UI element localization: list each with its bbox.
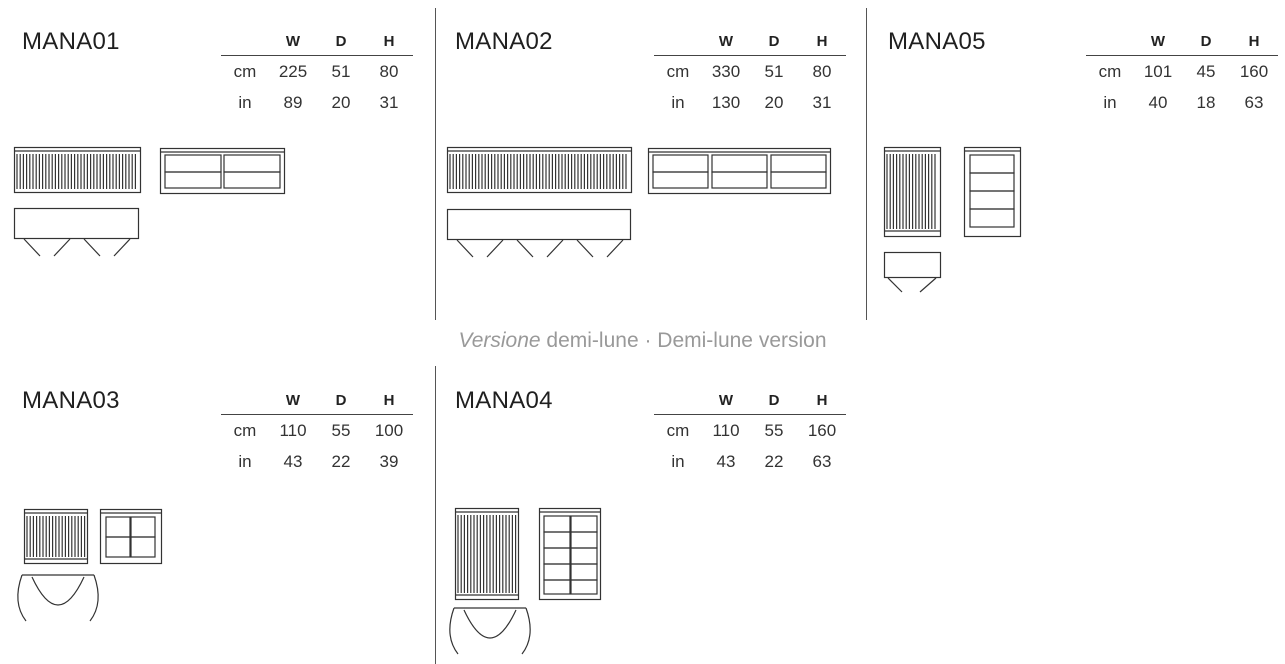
demi-lune-caption: Versione demi-lune · Demi-lune version <box>458 329 827 352</box>
dimensions-table: W D H cm 110 55 100 in 43 22 39 <box>221 386 413 477</box>
product-title: MANA01 <box>22 28 120 55</box>
mana02-front-drawing <box>447 147 633 195</box>
mana04-front-drawing <box>455 508 521 602</box>
mana04-top-drawing <box>450 606 530 658</box>
product-title: MANA03 <box>22 387 120 414</box>
mana05-front-drawing <box>884 147 942 239</box>
mana05-open-drawing <box>964 147 1022 239</box>
dimensions-table: W D H cm 225 51 80 in 89 20 31 <box>221 27 413 118</box>
mana01-open-drawing <box>160 148 288 196</box>
column-divider <box>435 366 436 664</box>
mana01-side-drawing <box>14 208 142 260</box>
mana03-open-drawing <box>100 509 164 567</box>
dimensions-table: W D H cm 330 51 80 in 130 20 31 <box>654 27 846 118</box>
column-divider <box>435 8 436 320</box>
column-divider <box>866 8 867 320</box>
mana03-front-drawing <box>24 509 90 567</box>
dimensions-table: W D H cm 110 55 160 in 43 22 63 <box>654 386 846 477</box>
mana05-side-drawing <box>884 252 942 296</box>
mana03-top-drawing <box>18 573 98 625</box>
product-title: MANA04 <box>455 387 553 414</box>
mana02-side-drawing <box>447 209 633 261</box>
product-title: MANA05 <box>888 28 986 55</box>
mana02-open-drawing <box>648 148 834 196</box>
mana01-front-drawing <box>14 147 142 195</box>
product-title: MANA02 <box>455 28 553 55</box>
mana04-open-drawing <box>539 508 603 602</box>
dimensions-table: W D H cm 101 45 160 in 40 18 63 <box>1086 27 1278 118</box>
